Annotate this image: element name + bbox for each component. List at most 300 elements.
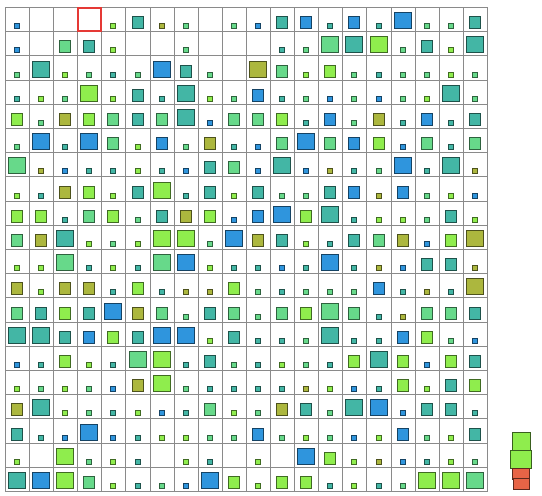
board-cell[interactable] — [246, 467, 271, 492]
board-cell[interactable] — [246, 31, 271, 56]
board-cell[interactable] — [53, 249, 78, 274]
board-cell[interactable] — [29, 128, 54, 153]
board-cell[interactable] — [367, 443, 392, 468]
board-cell[interactable] — [198, 128, 223, 153]
board-cell[interactable] — [5, 443, 30, 468]
board-cell[interactable] — [53, 225, 78, 250]
board-cell[interactable] — [126, 273, 151, 298]
board-cell[interactable] — [463, 128, 488, 153]
board-cell[interactable] — [367, 201, 392, 226]
board-cell[interactable] — [463, 152, 488, 177]
board-cell[interactable] — [174, 128, 199, 153]
board-cell[interactable] — [150, 273, 175, 298]
board-cell[interactable] — [294, 467, 319, 492]
board-cell[interactable] — [246, 273, 271, 298]
board-cell[interactable] — [5, 31, 30, 56]
board-cell[interactable] — [294, 394, 319, 419]
board-cell[interactable] — [246, 80, 271, 105]
board-cell[interactable] — [5, 128, 30, 153]
board-cell[interactable] — [150, 297, 175, 322]
board-cell[interactable] — [367, 128, 392, 153]
board-cell[interactable] — [367, 273, 392, 298]
board-cell[interactable] — [174, 467, 199, 492]
board-cell[interactable] — [294, 201, 319, 226]
board-cell[interactable] — [439, 418, 464, 443]
board-cell[interactable] — [391, 176, 416, 201]
board-cell[interactable] — [415, 273, 440, 298]
board-cell[interactable] — [77, 176, 102, 201]
board-cell[interactable] — [391, 346, 416, 371]
board-cell[interactable] — [439, 104, 464, 129]
board-cell[interactable] — [463, 370, 488, 395]
board-cell[interactable] — [318, 273, 343, 298]
board-cell[interactable] — [29, 55, 54, 80]
board-cell[interactable] — [246, 394, 271, 419]
board-cell[interactable] — [270, 443, 295, 468]
board-cell[interactable] — [270, 80, 295, 105]
board-cell[interactable] — [77, 273, 102, 298]
board-cell[interactable] — [126, 467, 151, 492]
board-cell[interactable] — [342, 467, 367, 492]
board-cell[interactable] — [5, 346, 30, 371]
board-cell[interactable] — [150, 7, 175, 32]
board-cell[interactable] — [198, 31, 223, 56]
board-cell[interactable] — [270, 346, 295, 371]
board-cell[interactable] — [5, 370, 30, 395]
board-cell[interactable] — [318, 322, 343, 347]
board-cell[interactable] — [101, 201, 126, 226]
board-cell[interactable] — [150, 370, 175, 395]
board-cell[interactable] — [126, 104, 151, 129]
board-cell[interactable] — [342, 225, 367, 250]
board-cell[interactable] — [294, 225, 319, 250]
board-cell[interactable] — [415, 104, 440, 129]
board-cell[interactable] — [318, 7, 343, 32]
board-cell[interactable] — [150, 346, 175, 371]
board-cell[interactable] — [5, 152, 30, 177]
board-cell[interactable] — [174, 370, 199, 395]
board-cell[interactable] — [222, 225, 247, 250]
board-cell[interactable] — [198, 201, 223, 226]
board-cell[interactable] — [415, 225, 440, 250]
board-cell[interactable] — [5, 418, 30, 443]
board-cell[interactable] — [415, 128, 440, 153]
board-cell[interactable] — [29, 104, 54, 129]
board-cell[interactable] — [246, 443, 271, 468]
board-cell[interactable] — [222, 370, 247, 395]
board-cell[interactable] — [318, 225, 343, 250]
board-cell[interactable] — [318, 346, 343, 371]
board-cell[interactable] — [318, 80, 343, 105]
board-cell[interactable] — [318, 201, 343, 226]
board-cell[interactable] — [222, 31, 247, 56]
board-cell[interactable] — [77, 128, 102, 153]
board-cell[interactable] — [270, 297, 295, 322]
board-cell[interactable] — [391, 322, 416, 347]
board-cell[interactable] — [342, 394, 367, 419]
board-cell[interactable] — [246, 225, 271, 250]
board-cell[interactable] — [415, 201, 440, 226]
board-cell[interactable] — [439, 80, 464, 105]
board-cell[interactable] — [342, 418, 367, 443]
board-cell[interactable] — [270, 7, 295, 32]
board-cell[interactable] — [150, 80, 175, 105]
board-cell[interactable] — [198, 346, 223, 371]
board-cell[interactable] — [246, 152, 271, 177]
board-cell[interactable] — [174, 322, 199, 347]
board-cell[interactable] — [174, 225, 199, 250]
board-cell[interactable] — [439, 225, 464, 250]
board-cell[interactable] — [53, 55, 78, 80]
board-cell[interactable] — [415, 443, 440, 468]
board-cell[interactable] — [342, 55, 367, 80]
board-cell[interactable] — [53, 152, 78, 177]
board-cell[interactable] — [126, 370, 151, 395]
board-cell[interactable] — [53, 31, 78, 56]
board-cell[interactable] — [126, 443, 151, 468]
board-cell[interactable] — [415, 467, 440, 492]
board-cell[interactable] — [342, 176, 367, 201]
board-cell[interactable] — [5, 273, 30, 298]
board-cell[interactable] — [101, 370, 126, 395]
board-cell[interactable] — [53, 322, 78, 347]
board-cell[interactable] — [174, 31, 199, 56]
board-cell[interactable] — [5, 225, 30, 250]
board-cell[interactable] — [222, 128, 247, 153]
board-cell[interactable] — [222, 249, 247, 274]
board-cell[interactable] — [463, 225, 488, 250]
board-cell[interactable] — [29, 418, 54, 443]
board-cell[interactable] — [126, 176, 151, 201]
board-cell[interactable] — [318, 55, 343, 80]
board-cell[interactable] — [367, 297, 392, 322]
board-cell[interactable] — [246, 55, 271, 80]
board-cell[interactable] — [463, 297, 488, 322]
board-cell[interactable] — [174, 443, 199, 468]
board-cell[interactable] — [101, 7, 126, 32]
board-cell[interactable] — [342, 297, 367, 322]
board-cell[interactable] — [126, 201, 151, 226]
board-cell[interactable] — [463, 31, 488, 56]
board-cell[interactable] — [342, 7, 367, 32]
board-cell[interactable] — [222, 104, 247, 129]
board-cell[interactable] — [101, 467, 126, 492]
board-cell[interactable] — [198, 55, 223, 80]
board-cell[interactable] — [342, 322, 367, 347]
board-cell[interactable] — [294, 176, 319, 201]
board-cell[interactable] — [294, 55, 319, 80]
board-cell[interactable] — [101, 346, 126, 371]
board-cell[interactable] — [294, 297, 319, 322]
board-cell[interactable] — [391, 370, 416, 395]
board-cell[interactable] — [270, 418, 295, 443]
board-cell[interactable] — [53, 297, 78, 322]
board-cell[interactable] — [126, 346, 151, 371]
board-cell[interactable] — [463, 55, 488, 80]
board-cell[interactable] — [198, 225, 223, 250]
board-cell[interactable] — [77, 31, 102, 56]
board-cell[interactable] — [391, 225, 416, 250]
board-cell[interactable] — [174, 176, 199, 201]
board-cell[interactable] — [150, 128, 175, 153]
board-cell[interactable] — [150, 394, 175, 419]
board-cell[interactable] — [5, 322, 30, 347]
board-cell[interactable] — [150, 249, 175, 274]
board-cell[interactable] — [463, 346, 488, 371]
board-cell[interactable] — [198, 104, 223, 129]
board-cell[interactable] — [367, 418, 392, 443]
board-cell[interactable] — [126, 418, 151, 443]
board-cell[interactable] — [439, 297, 464, 322]
board-cell[interactable] — [126, 152, 151, 177]
board-cell[interactable] — [270, 394, 295, 419]
board-cell[interactable] — [174, 346, 199, 371]
board-cell[interactable] — [318, 104, 343, 129]
board-cell[interactable] — [198, 418, 223, 443]
board-cell[interactable] — [367, 467, 392, 492]
board-cell[interactable] — [463, 80, 488, 105]
board-cell[interactable] — [222, 7, 247, 32]
board-cell[interactable] — [342, 346, 367, 371]
board-cell[interactable] — [29, 394, 54, 419]
board-cell[interactable] — [198, 273, 223, 298]
board-cell[interactable] — [53, 346, 78, 371]
board-cell[interactable] — [198, 7, 223, 32]
board-cell[interactable] — [391, 128, 416, 153]
board-cell[interactable] — [101, 249, 126, 274]
board-cell[interactable] — [415, 80, 440, 105]
board-cell[interactable] — [198, 443, 223, 468]
board-cell[interactable] — [391, 394, 416, 419]
board-cell[interactable] — [77, 418, 102, 443]
board-cell[interactable] — [463, 7, 488, 32]
board-cell[interactable] — [77, 346, 102, 371]
board-cell[interactable] — [342, 128, 367, 153]
board-cell[interactable] — [174, 152, 199, 177]
board-cell[interactable] — [367, 31, 392, 56]
board-cell[interactable] — [150, 225, 175, 250]
board-cell[interactable] — [222, 273, 247, 298]
board-cell[interactable] — [53, 128, 78, 153]
board-cell[interactable] — [174, 80, 199, 105]
board-cell[interactable] — [150, 152, 175, 177]
board-cell[interactable] — [463, 443, 488, 468]
board-cell[interactable] — [439, 273, 464, 298]
board-cell[interactable] — [29, 7, 54, 32]
board-cell[interactable] — [439, 152, 464, 177]
board-cell[interactable] — [318, 128, 343, 153]
board-cell[interactable] — [391, 273, 416, 298]
board-cell[interactable] — [270, 104, 295, 129]
board-cell[interactable] — [174, 249, 199, 274]
board-cell[interactable] — [53, 443, 78, 468]
board-cell[interactable] — [367, 249, 392, 274]
board-cell[interactable] — [439, 443, 464, 468]
board-cell[interactable] — [294, 7, 319, 32]
board-cell[interactable] — [246, 322, 271, 347]
board-cell[interactable] — [318, 467, 343, 492]
board-cell[interactable] — [222, 152, 247, 177]
board-cell[interactable] — [318, 394, 343, 419]
board-cell[interactable] — [367, 104, 392, 129]
board-cell[interactable] — [222, 80, 247, 105]
board-cell[interactable] — [294, 249, 319, 274]
board-cell[interactable] — [198, 394, 223, 419]
board-cell[interactable] — [29, 467, 54, 492]
board-cell[interactable] — [318, 176, 343, 201]
board-cell[interactable] — [222, 346, 247, 371]
board-cell[interactable] — [222, 418, 247, 443]
board-cell[interactable] — [246, 249, 271, 274]
board-cell[interactable] — [246, 176, 271, 201]
board-cell[interactable] — [415, 176, 440, 201]
board-cell[interactable] — [174, 394, 199, 419]
board-cell[interactable] — [77, 80, 102, 105]
board-cell[interactable] — [222, 467, 247, 492]
board-cell[interactable] — [246, 7, 271, 32]
board-cell[interactable] — [463, 394, 488, 419]
board-cell[interactable] — [29, 297, 54, 322]
board-cell[interactable] — [439, 322, 464, 347]
board-cell[interactable] — [53, 394, 78, 419]
board-cell[interactable] — [53, 201, 78, 226]
board-cell[interactable] — [294, 443, 319, 468]
board-cell[interactable] — [101, 176, 126, 201]
board-cell[interactable] — [439, 370, 464, 395]
board-cell[interactable] — [101, 55, 126, 80]
board-cell[interactable] — [439, 394, 464, 419]
board-cell[interactable] — [5, 297, 30, 322]
board-cell[interactable] — [150, 176, 175, 201]
board-cell[interactable] — [318, 370, 343, 395]
board-cell[interactable] — [270, 201, 295, 226]
board-cell[interactable] — [367, 394, 392, 419]
board-cell[interactable] — [53, 467, 78, 492]
board-cell[interactable] — [101, 394, 126, 419]
board-cell[interactable] — [5, 201, 30, 226]
board-cell[interactable] — [77, 297, 102, 322]
board-cell[interactable] — [174, 297, 199, 322]
board-cell[interactable] — [391, 201, 416, 226]
board-cell[interactable] — [439, 201, 464, 226]
board-cell[interactable] — [222, 176, 247, 201]
board-cell[interactable] — [222, 55, 247, 80]
board-cell[interactable] — [77, 201, 102, 226]
board-cell[interactable] — [342, 370, 367, 395]
board-cell[interactable] — [439, 31, 464, 56]
board-cell[interactable] — [391, 297, 416, 322]
board-cell[interactable] — [29, 273, 54, 298]
board-cell[interactable] — [174, 7, 199, 32]
board-cell[interactable] — [342, 273, 367, 298]
board-cell[interactable] — [150, 322, 175, 347]
board-cell[interactable] — [53, 80, 78, 105]
board-cell[interactable] — [270, 176, 295, 201]
board-cell[interactable] — [246, 370, 271, 395]
board-cell[interactable] — [270, 55, 295, 80]
board-cell[interactable] — [342, 104, 367, 129]
board-cell[interactable] — [77, 55, 102, 80]
board-cell[interactable] — [294, 346, 319, 371]
board-cell[interactable] — [294, 80, 319, 105]
board-cell[interactable] — [101, 273, 126, 298]
board-cell[interactable] — [53, 7, 78, 32]
board-cell[interactable] — [391, 55, 416, 80]
board-cell[interactable] — [246, 201, 271, 226]
board-cell[interactable] — [77, 370, 102, 395]
board-cell[interactable] — [150, 55, 175, 80]
board-cell[interactable] — [463, 176, 488, 201]
board-cell[interactable] — [318, 152, 343, 177]
board-cell[interactable] — [198, 249, 223, 274]
board-cell[interactable] — [463, 467, 488, 492]
board-cell[interactable] — [5, 104, 30, 129]
board-cell[interactable] — [391, 31, 416, 56]
board-cell[interactable] — [391, 7, 416, 32]
board-cell[interactable] — [77, 443, 102, 468]
board-cell[interactable] — [126, 322, 151, 347]
board-cell[interactable] — [463, 104, 488, 129]
board-cell[interactable] — [126, 249, 151, 274]
board-cell[interactable] — [150, 31, 175, 56]
board-cell[interactable] — [5, 7, 30, 32]
board-cell[interactable] — [126, 31, 151, 56]
board-cell[interactable] — [5, 467, 30, 492]
board-cell[interactable] — [439, 467, 464, 492]
board-cell[interactable] — [101, 104, 126, 129]
board-cell[interactable] — [415, 418, 440, 443]
board-cell[interactable] — [391, 152, 416, 177]
board-cell[interactable] — [367, 370, 392, 395]
board-cell[interactable] — [101, 443, 126, 468]
board-cell[interactable] — [294, 104, 319, 129]
board-cell[interactable] — [367, 346, 392, 371]
board-cell[interactable] — [294, 128, 319, 153]
board-cell[interactable] — [222, 443, 247, 468]
board-cell[interactable] — [415, 346, 440, 371]
board-cell[interactable] — [415, 322, 440, 347]
board-cell[interactable] — [246, 418, 271, 443]
board-cell[interactable] — [391, 104, 416, 129]
board-cell[interactable] — [126, 394, 151, 419]
board-cell[interactable] — [29, 152, 54, 177]
board-cell[interactable] — [439, 249, 464, 274]
board-cell[interactable] — [439, 128, 464, 153]
board-cell[interactable] — [77, 467, 102, 492]
board-cell[interactable] — [198, 297, 223, 322]
board-cell[interactable] — [246, 104, 271, 129]
board-cell[interactable] — [126, 55, 151, 80]
board-cell[interactable] — [77, 104, 102, 129]
board-cell[interactable] — [318, 418, 343, 443]
board-cell[interactable] — [198, 152, 223, 177]
board-cell[interactable] — [53, 104, 78, 129]
board-cell[interactable] — [5, 394, 30, 419]
board-cell[interactable] — [415, 297, 440, 322]
board-cell[interactable] — [246, 346, 271, 371]
board-cell[interactable] — [5, 176, 30, 201]
board-cell[interactable] — [174, 201, 199, 226]
board-cell[interactable] — [53, 370, 78, 395]
board-cell[interactable] — [101, 31, 126, 56]
board-cell[interactable] — [342, 31, 367, 56]
board-cell[interactable] — [101, 152, 126, 177]
board-cell[interactable] — [342, 249, 367, 274]
board-cell[interactable] — [150, 104, 175, 129]
board-cell[interactable] — [29, 370, 54, 395]
board-cell[interactable] — [318, 443, 343, 468]
board-cell[interactable] — [198, 370, 223, 395]
